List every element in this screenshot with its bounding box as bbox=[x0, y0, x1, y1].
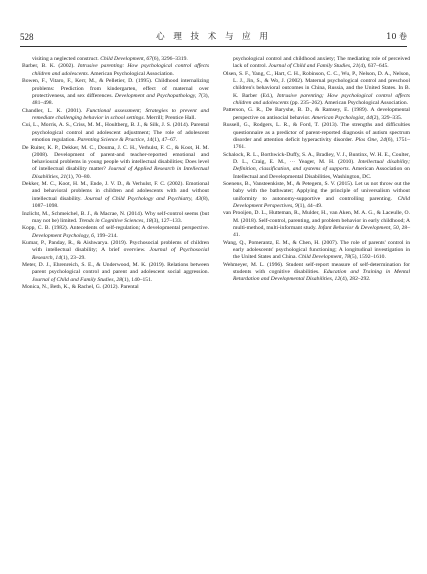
reference-text: Cui, L., Morris, A. S., Criss, M. M., Houltberg, B. J., & Silk, J. S. (2014). Parental psychological control and adolescent adjustment; The role of adolescent emotion regulation. bbox=[22, 122, 209, 144]
reference-text: Chandler, L. K. (2001). bbox=[22, 107, 87, 114]
reference-entry bbox=[22, 122, 209, 144]
reference-source: Journal of Child and Family Studies, 28 bbox=[32, 276, 122, 283]
reference-text: Russell, G., Rodgers, L. R., & Ford, T. (2013). The strengths and difficulties questionnaire as a predictor of parent-reported diagnosis of autism spectrum disorder and attention deficit hyperactivity disorder. bbox=[223, 122, 410, 143]
reference-text: (1), 70–80. bbox=[66, 173, 91, 180]
reference-entry bbox=[223, 152, 410, 181]
reference-source: Child Development, 78 bbox=[298, 254, 350, 261]
reference-text: Wehmeyer, M. L. (1996). Student self-report measure of self-determination for students with cognitive disabilities. bbox=[223, 261, 410, 276]
reference-entry bbox=[22, 225, 209, 240]
reference-entry bbox=[223, 56, 410, 71]
reference-entry bbox=[22, 262, 209, 284]
reference-entry bbox=[22, 181, 209, 210]
reference-source: Journal of Child Psychology and Psychiatry, 43 bbox=[84, 195, 202, 202]
reference-entry bbox=[22, 240, 209, 262]
reference-text: Kopp, C. B. (1982). Antecedents of self-regulation; A developmental perspective. bbox=[22, 225, 209, 232]
reference-source: Child Development, 67 bbox=[100, 56, 152, 62]
reference-text: . Merrill; Prentice Hall. bbox=[143, 114, 196, 121]
reference-text: (6), 3296–3319. bbox=[151, 56, 188, 62]
reference-source: Journal of Psychosocial Research, 14 bbox=[32, 247, 209, 261]
volume-label: 10 卷 bbox=[386, 32, 407, 41]
reference-source: Child Development Perspectives, 9 bbox=[233, 195, 410, 209]
reference-text: psychological control and childhood anxiety; The mediating role of perceived lack of control. bbox=[233, 56, 410, 70]
reference-entry bbox=[22, 63, 209, 78]
header-rule bbox=[20, 46, 407, 47]
reference-entry bbox=[223, 181, 410, 210]
reference-text: Meter, D. J., Ehrenreich, S. E., & Underwood, M. K. (2019). Relations between parent psychological control and parent and adolescent social aggression. bbox=[22, 262, 209, 276]
reference-entry bbox=[223, 262, 410, 284]
reference-source: American Psychologist, 44 bbox=[311, 114, 372, 121]
reference-entry bbox=[22, 78, 209, 107]
reference-text: (3), 481–498. bbox=[32, 92, 209, 107]
reference-entry bbox=[223, 107, 410, 122]
reference-text: , 199–214. bbox=[93, 232, 118, 239]
references-column-left bbox=[22, 56, 209, 292]
reference-text: Inzlicht, M., Schmeichel, B. J., & Macrae, N. (2014). Why self-control seems (but may not be) limited. bbox=[22, 210, 209, 224]
reference-entry bbox=[22, 211, 209, 226]
reference-text: Schalock, R. L., Borthwick-Duffy, S. A., Bradley, V. J., Buntinx, W. H. E., Coulter, D. L., Craig, E. M., ··· Yeager, M. H. (2010). bbox=[223, 151, 410, 165]
reference-entry bbox=[223, 240, 410, 262]
reference-entry bbox=[223, 122, 410, 151]
reference-entry bbox=[22, 145, 209, 181]
reference-entry bbox=[22, 284, 209, 291]
reference-text: (4), 282–292. bbox=[340, 276, 371, 283]
page-number: 528 bbox=[20, 32, 34, 42]
reference-text: , 28–41. bbox=[233, 224, 411, 239]
reference-text: . American Association on Intellectual and Developmental Disabilities, Washington, DC. bbox=[233, 166, 410, 180]
reference-text: (6), 1751–1761. bbox=[233, 136, 410, 151]
reference-text: (1), 140–151. bbox=[121, 276, 153, 283]
reference-text: Kumar, P., Panday, R., & Aishwarya. (2019). Psychosocial problems of children with intellectual disability; A brief overview. bbox=[22, 240, 209, 254]
reference-text: (1), 44–49. bbox=[297, 202, 323, 209]
reference-source: Development Psychology, 6 bbox=[32, 232, 94, 239]
journal-title: 心 理 技 术 与 应 用 bbox=[156, 32, 271, 42]
reference-source: Intrusive parenting: How psychological control affects children and adolescents bbox=[32, 63, 209, 77]
reference-source: Plos One, 24 bbox=[355, 136, 386, 143]
reference-source: Development and Psychopathology, 7 bbox=[114, 92, 202, 99]
reference-text: (pp. 235–262). American Psychological Association. bbox=[288, 99, 409, 106]
reference-source: Infant Behavior & Development, 50 bbox=[318, 224, 399, 231]
reference-text: Wang, Q., Pomerantz, E. M., & Chen, H. (2007). The role of parents' control in early adolescents' psychological functioning; A longitudinal investigation in the United States and China. bbox=[223, 239, 410, 261]
reference-text: van Prooijen, D. L., Hutteman, R., Mulder, H., van Aken, M. A. G., & Laceulle, O. M. (2018). Self-control, parenting, and problem behavior in early childhood; A multi-method, multi-informant study. bbox=[223, 210, 410, 231]
reference-text: Bowen, F., Vitaro, F., Kerr, M., & Pelletier, D. (1995). Childhood internalizing problems: Prediction from kindergarten, effect of maternal over protectiveness, and sex differences. bbox=[22, 78, 209, 99]
reference-text: Dekker, M. C., Koot, H. M., Ende, J. V. D., & Verhulst, F. C. (2002). Emotional and behavioral problems in children and adolescents with and without intellectual disability. bbox=[22, 181, 209, 202]
reference-source: Functional assessment; Strategies to prevent and remediate challenging behavior in school settings bbox=[32, 107, 209, 121]
reference-source: Intellectual disability; Definition, classification, and systems of supports bbox=[233, 158, 410, 173]
reference-text: (8), 1087–1098. bbox=[32, 195, 209, 210]
reference-text: (5), 1592–1610. bbox=[349, 254, 386, 261]
reference-entry bbox=[223, 71, 410, 107]
reference-entry bbox=[223, 210, 410, 239]
reference-source: Journal of Applied Research in Intellectual Disabilities, 21 bbox=[32, 166, 209, 180]
reference-text: (4), 637–645. bbox=[358, 63, 389, 70]
reference-text: Monica, N., Beth, K., & Rachel, G. (2012). Parental bbox=[22, 284, 139, 291]
reference-source: Trends in Cognitive Sciences, 18 bbox=[78, 217, 152, 224]
reference-text: Patterson, G. R., De Baryshe, B. D., & Ramsey, E. (1989). A developmental perspective on antisocial behavior. bbox=[223, 107, 410, 121]
reference-text: Soenens, B., Vansteenkiste, M., & Petegem, S. V. (2015). Let us not throw out the baby with the bathwater; Applying the principle of universalism without uniformity to autonomy-supportive and controlling parenting. bbox=[223, 180, 410, 202]
reference-entry bbox=[22, 108, 209, 123]
reference-text: (2), 329–335. bbox=[371, 114, 403, 121]
reference-source: Journal of Child and Family Studies, 21 bbox=[268, 63, 359, 70]
reference-text: (3), 127–133. bbox=[151, 217, 183, 224]
reference-text: (1), 23–29. bbox=[61, 254, 86, 261]
reference-text: (1), 47–67. bbox=[152, 137, 178, 144]
reference-source: Education and Training in Mental Retardation and Developmental Disabilities, 12 bbox=[233, 269, 410, 283]
reference-text: Olsen, S. F., Yang, C., Hart, C. H., Robinson, C. C., Wu, P., Nelson, D. A., Nelson, L. J., Jin, S., & Wo, J. (2002). Maternal psychological control and preschool children's behavioral outcomes in China, Russia, and the United States. In B. K. Barber (Ed.), bbox=[223, 70, 410, 99]
reference-text: De Ruiter, K. P., Dekker, M. C., Douma, J. C. H., Verhulst, F. C., & Koot, H. M. (2008). Development of parent-and teacher-reported emotional and behavioural problems in young people with intellectual disabilities; Does level of intellectual disability matter? bbox=[22, 144, 209, 173]
references-column-right bbox=[223, 56, 410, 284]
reference-text: . American Psychological Association. bbox=[87, 70, 174, 77]
reference-source: Parenting Science & Practice, 14 bbox=[77, 137, 153, 144]
reference-source: Intrusive parenting; How psychological control affects children and adolescents bbox=[233, 92, 410, 106]
running-header bbox=[20, 30, 407, 44]
reference-text: visiting a neglected construct. bbox=[32, 56, 101, 62]
reference-text: Barber, B. K. (2002). bbox=[22, 63, 78, 70]
